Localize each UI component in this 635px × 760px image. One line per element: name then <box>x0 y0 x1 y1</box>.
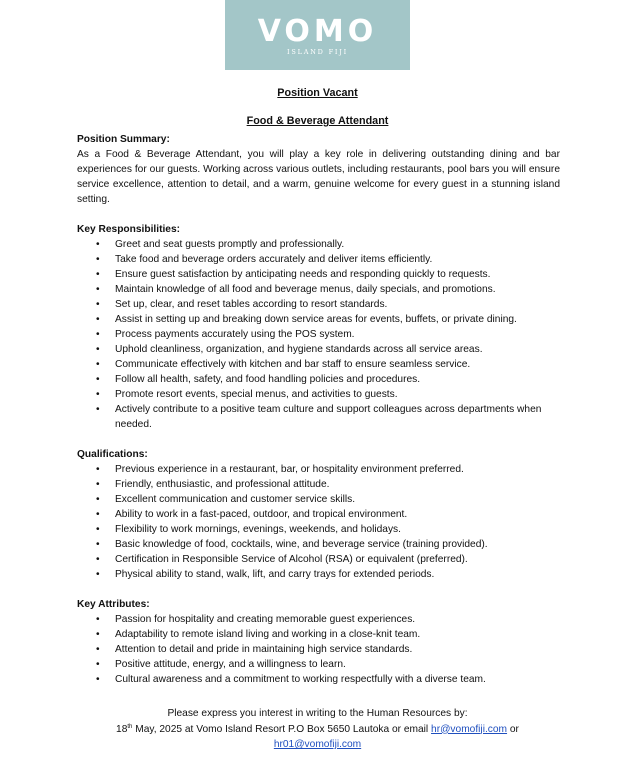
email-link-hr[interactable]: hr@vomofiji.com <box>431 723 508 735</box>
list-item: • Attention to detail and pride in maintaining high service standards. <box>96 644 413 655</box>
list-item: • Uphold cleanliness, organization, and hygiene standards across all service areas. <box>96 344 483 355</box>
responsibilities-heading: Key Responsibilities: <box>77 224 181 235</box>
list-item: • Maintain knowledge of all food and beverage menus, daily specials, and promotions. <box>96 284 496 295</box>
summary-heading: Position Summary: <box>77 134 170 145</box>
list-item: • Adaptability to remote island living and working in a close-knit team. <box>96 629 421 640</box>
list-item: • Ability to work in a fast-paced, outdoor, and tropical environment. <box>96 509 408 520</box>
list-item: • Follow all health, safety, and food handling policies and procedures. <box>96 374 421 385</box>
logo-subtitle: ISLAND FIJI <box>286 47 349 56</box>
footer-details: 18th May, 2025 at Vomo Island Resort P.O Box 5650 Lautoka or email hr@vomofiji.com or <box>116 723 519 735</box>
list-item: • Physical ability to stand, walk, lift, and carry trays for extended periods. <box>96 569 435 580</box>
application-footer <box>0 706 635 753</box>
list-item: • Process payments accurately using the POS system. <box>96 329 355 340</box>
list-item: • Promote resort events, special menus, and activities to guests. <box>96 389 398 400</box>
list-item: • Excellent communication and customer service skills. <box>96 494 356 505</box>
responsibilities-list <box>77 237 560 432</box>
company-logo <box>225 0 410 70</box>
list-item: • Set up, clear, and reset tables according to resort standards. <box>96 299 388 310</box>
list-item: • Basic knowledge of food, cocktails, wine, and beverage service (training provided). <box>96 539 488 550</box>
attributes-heading: Key Attributes: <box>77 599 150 610</box>
summary-text: As a Food & Beverage Attendant, you will play a key role in delivering outstanding dining and bar experiences for our guests. Working across various outlets, including restaurants, pool bars you will ensure service excellence, attention to detail, and a warm, genuine welcome for every guest in a stunning island setting. <box>77 149 560 205</box>
list-item: • Actively contribute to a positive team culture and support colleagues across departments when needed. <box>96 404 542 430</box>
footer-instruction: Please express you interest in writing to the Human Resources by: <box>167 708 468 719</box>
list-item: • Certification in Responsible Service of Alcohol (RSA) or equivalent (preferred). <box>96 554 468 565</box>
list-item: • Ensure guest satisfaction by anticipating needs and responding quickly to requests. <box>96 269 491 280</box>
job-title: Food & Beverage Attendant <box>246 115 389 127</box>
list-item: • Passion for hospitality and creating memorable guest experiences. <box>96 614 416 625</box>
list-item: • Flexibility to work mornings, evenings, weekends, and holidays. <box>96 524 401 535</box>
email-link-hr01[interactable]: hr01@vomofiji.com <box>273 739 362 750</box>
qualifications-list <box>77 462 560 582</box>
document-title: Position Vacant <box>277 87 358 99</box>
list-item: • Previous experience in a restaurant, bar, or hospitality environment preferred. <box>96 464 464 475</box>
list-item: • Friendly, enthusiastic, and professional attitude. <box>96 479 330 490</box>
list-item: • Cultural awareness and a commitment to working respectfully with a diverse team. <box>96 674 486 685</box>
document-body <box>77 132 560 687</box>
list-item: • Greet and seat guests promptly and professionally. <box>96 239 345 250</box>
attributes-list <box>77 612 560 687</box>
list-item: • Take food and beverage orders accurately and deliver items efficiently. <box>96 254 433 265</box>
logo-wordmark: VOMO <box>257 13 378 49</box>
list-item: • Positive attitude, energy, and a willingness to learn. <box>96 659 346 670</box>
list-item: • Communicate effectively with kitchen and bar staff to ensure seamless service. <box>96 359 471 370</box>
list-item: • Assist in setting up and breaking down service areas for events, buffets, or private dining. <box>96 314 517 325</box>
qualifications-heading: Qualifications: <box>77 449 148 460</box>
